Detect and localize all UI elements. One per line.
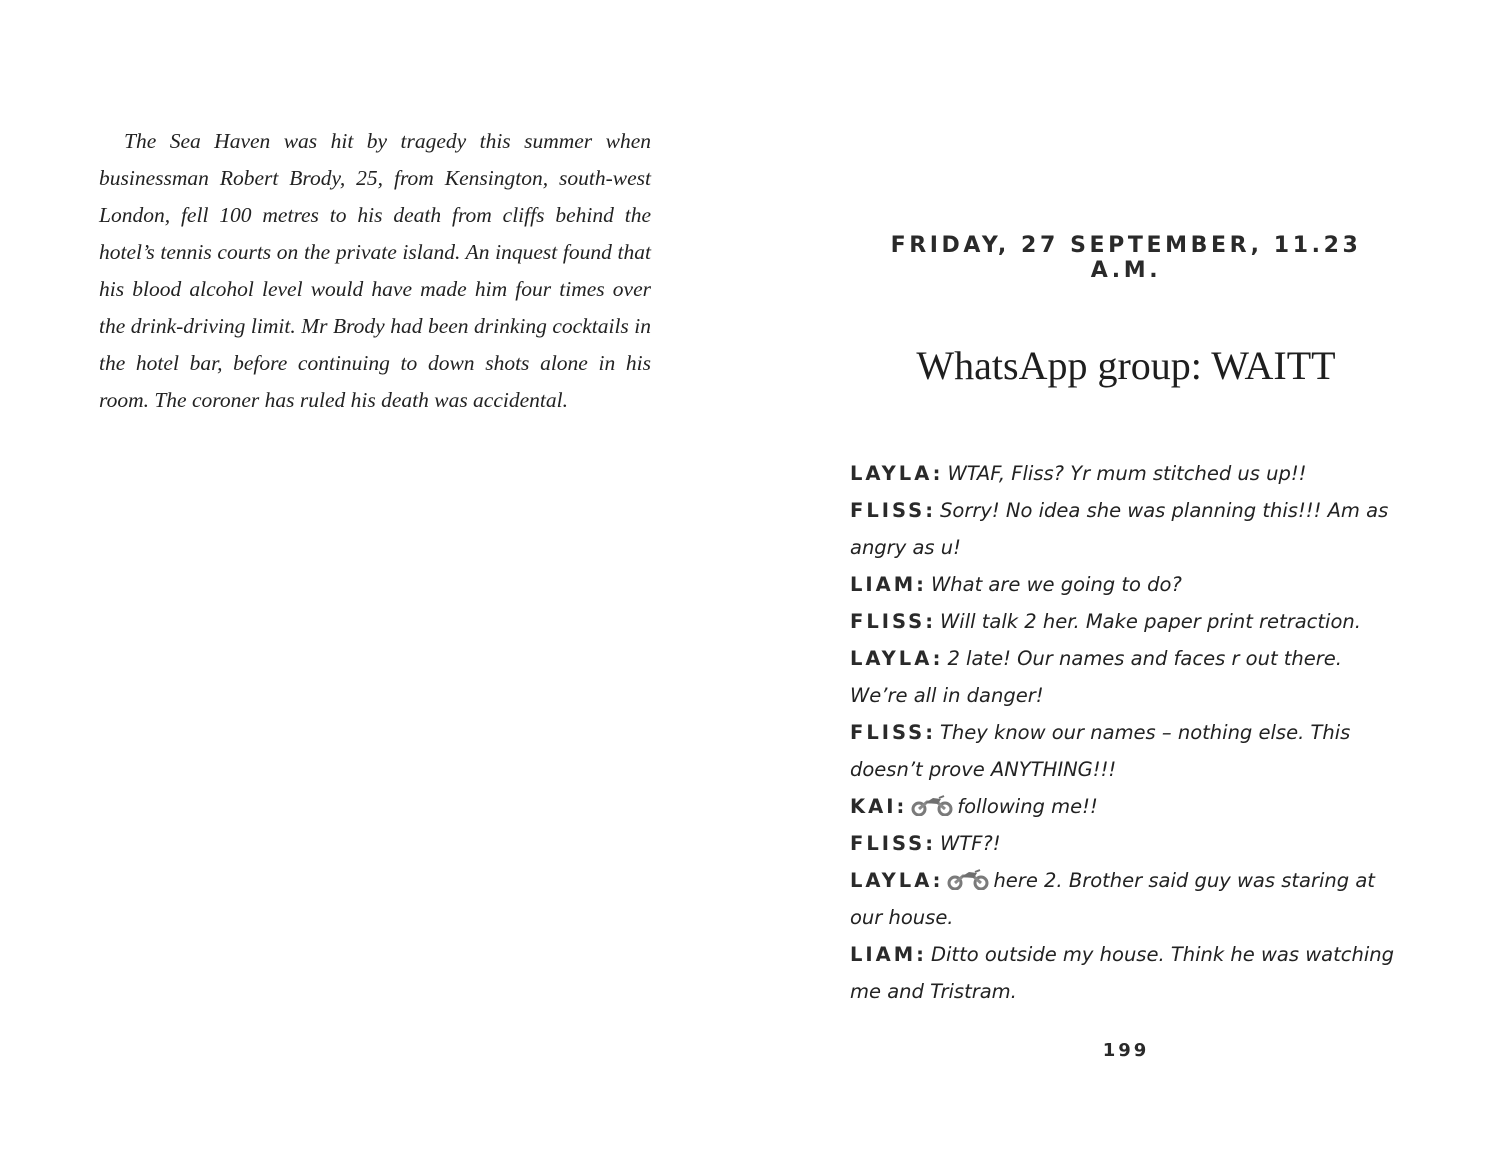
chat-message <box>850 788 1402 825</box>
chat-message <box>850 640 1402 714</box>
message-text: 2 late! Our names and faces r out there. We’re all in danger! <box>850 647 1343 707</box>
message-text: Will talk 2 her. Make paper print retraction. <box>940 610 1361 633</box>
chat-messages <box>850 455 1402 1010</box>
message-speaker: FLISS: <box>850 610 937 633</box>
chat-message <box>850 455 1402 492</box>
group-title: WhatsApp group: WAITT <box>916 343 1336 388</box>
chat-message <box>850 936 1402 1010</box>
message-speaker: FLISS: <box>850 721 937 744</box>
article-paragraph: The Sea Haven was hit by tragedy this summer when businessman Robert Brody, 25, from Kensington, south-west London, fell 100 metres to his death from cliffs behind the hotel’s tennis courts on the private island. An inquest found that his blood alcohol level would have made him four times over the drink-driving limit. Mr Brody had been drinking cocktails in the hotel bar, before continuing to down shots alone in his room. The coroner has ruled his death was accidental. <box>99 129 651 412</box>
message-speaker: FLISS: <box>850 832 937 855</box>
message-text: They know our names – nothing else. This doesn’t prove ANYTHING!!! <box>850 721 1351 781</box>
page-number: 199 <box>1102 1040 1150 1061</box>
message-text: Sorry! No idea she was planning this!!! Am as angry as u! <box>850 499 1389 559</box>
message-speaker: KAI: <box>850 795 908 818</box>
message-text: WTF?! <box>940 832 1001 855</box>
chat-message <box>850 566 1402 603</box>
right-page <box>750 0 1500 1151</box>
message-text: What are we going to do? <box>930 573 1182 596</box>
message-text: Ditto outside my house. Think he was watching me and Tristram. <box>850 943 1394 1003</box>
message-text: following me!! <box>957 795 1098 818</box>
chat-message <box>850 603 1402 640</box>
message-speaker: LAYLA: <box>850 869 944 892</box>
message-speaker: FLISS: <box>850 499 937 522</box>
chat-message <box>850 492 1402 566</box>
chat-message <box>850 714 1402 788</box>
chat-message <box>850 825 1402 862</box>
chapter-heading: FRIDAY, 27 SEPTEMBER, 11.23 A.M. <box>890 233 1362 283</box>
chat-message <box>850 862 1402 936</box>
motorcycle-icon <box>947 868 989 890</box>
message-speaker: LAYLA: <box>850 647 944 670</box>
message-speaker: LIAM: <box>850 943 927 966</box>
message-text: here 2. Brother said guy was staring at our house. <box>850 869 1375 929</box>
motorcycle-icon <box>911 794 953 816</box>
message-text: WTAF, Fliss? Yr mum stitched us up!! <box>947 462 1307 485</box>
message-speaker: LAYLA: <box>850 462 944 485</box>
message-speaker: LIAM: <box>850 573 927 596</box>
